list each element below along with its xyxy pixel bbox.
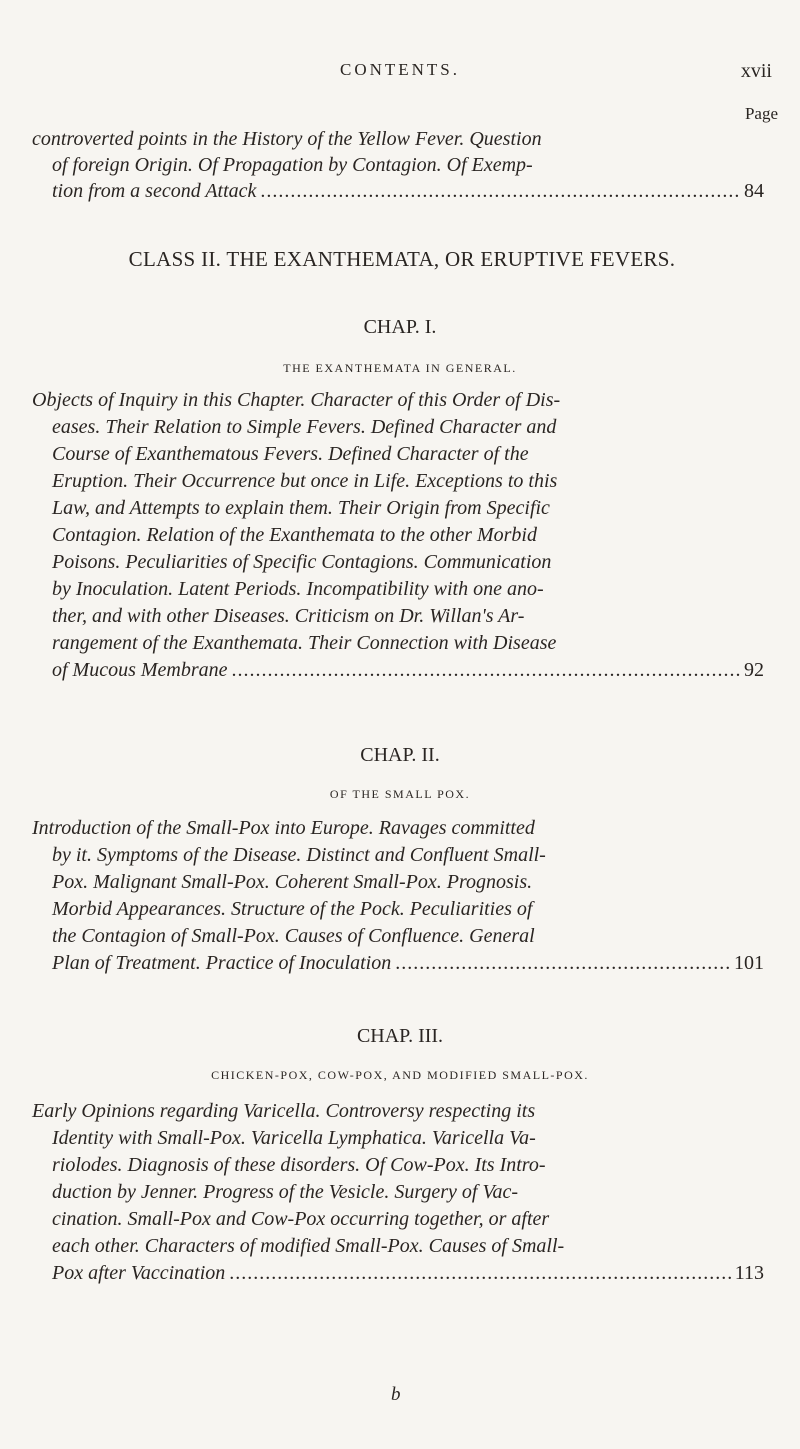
entry-line: of Mucous Membrane xyxy=(52,659,228,681)
entry-line: Poisons. Peculiarities of Specific Contagions. Communication xyxy=(52,551,552,573)
class-heading: CLASS II. THE EXANTHEMATA, OR ERUPTIVE FEVERS. xyxy=(128,247,676,271)
entry-line: riolodes. Diagnosis of these disorders. Of Cow-Pox. Its Intro- xyxy=(52,1154,546,1176)
dot-leader xyxy=(395,950,730,977)
running-title: CONTENTS. xyxy=(339,60,461,79)
entry-line: duction by Jenner. Progress of the Vesicle. Surgery of Vac- xyxy=(52,1181,518,1203)
entry-line: controverted points in the History of the Yellow Fever. Question xyxy=(32,128,542,150)
dot-leader xyxy=(232,657,740,684)
entry-line: ther, and with other Diseases. Criticism on Dr. Willan's Ar- xyxy=(52,605,525,627)
page-reference: 92 xyxy=(744,659,764,681)
entry-line: Pox after Vaccination xyxy=(52,1262,226,1284)
entry-line: of foreign Origin. Of Propagation by Contagion. Of Exemp- xyxy=(52,154,533,176)
entry-line: each other. Characters of modified Small-Pox. Causes of Small- xyxy=(52,1235,565,1257)
page-reference: 113 xyxy=(734,1262,764,1284)
chapter-heading: CHAP. III. xyxy=(356,1025,444,1047)
entry-line: Objects of Inquiry in this Chapter. Character of this Order of Dis- xyxy=(32,389,561,411)
entry-line: Identity with Small-Pox. Varicella Lymphatica. Varicella Va- xyxy=(52,1127,536,1149)
entry-line: Morbid Appearances. Structure of the Pock. Peculiarities of xyxy=(52,898,533,920)
entry-line: Pox. Malignant Small-Pox. Coherent Small-Pox. Prognosis. xyxy=(52,871,533,893)
entry-line: tion from a second Attack xyxy=(52,180,257,202)
entry-line: cination. Small-Pox and Cow-Pox occurring together, or after xyxy=(52,1208,550,1230)
dot-leader xyxy=(260,178,740,204)
toc-entry-chap-1 xyxy=(32,387,764,684)
chapter-subtitle: CHICKEN-POX, COW-POX, AND MODIFIED SMALL-POX. xyxy=(211,1068,589,1082)
entry-line: eases. Their Relation to Simple Fevers. Defined Character and xyxy=(52,416,557,438)
entry-last-line xyxy=(32,1260,764,1287)
dot-leader xyxy=(229,1260,730,1287)
entry-line: by it. Symptoms of the Disease. Distinct and Confluent Small- xyxy=(52,844,546,866)
toc-entry-chap-2 xyxy=(32,815,764,977)
entry-line: Course of Exanthematous Fevers. Defined Character of the xyxy=(52,443,529,465)
entry-last-line xyxy=(32,178,764,204)
entry-line: Introduction of the Small-Pox into Europe. Ravages committed xyxy=(32,817,535,839)
toc-entry-yellow-fever xyxy=(32,126,764,204)
page-reference: 101 xyxy=(734,952,764,974)
page-reference: 84 xyxy=(744,180,764,202)
entry-line: Plan of Treatment. Practice of Inoculation xyxy=(52,952,392,974)
entry-last-line xyxy=(32,657,764,684)
signature-mark: b xyxy=(391,1384,401,1405)
entry-last-line xyxy=(32,950,764,977)
entry-line: Contagion. Relation of the Exanthemata to the other Morbid xyxy=(52,524,537,546)
chapter-subtitle: THE EXANTHEMATA IN GENERAL. xyxy=(283,361,517,375)
page-column-label: Page xyxy=(744,104,778,123)
entry-line: by Inoculation. Latent Periods. Incompatibility with one ano- xyxy=(52,578,544,600)
page-number: xvii xyxy=(740,60,772,82)
chapter-heading: CHAP. II. xyxy=(360,744,440,766)
entry-line: Law, and Attempts to explain them. Their Origin from Specific xyxy=(52,497,550,519)
chapter-heading: CHAP. I. xyxy=(363,316,437,338)
toc-entry-chap-3 xyxy=(32,1098,764,1287)
entry-line: Eruption. Their Occurrence but once in Life. Exceptions to this xyxy=(52,470,558,492)
entry-line: the Contagion of Small-Pox. Causes of Confluence. General xyxy=(52,925,535,947)
entry-line: rangement of the Exanthemata. Their Connection with Disease xyxy=(52,632,557,654)
running-head xyxy=(0,60,800,84)
entry-line: Early Opinions regarding Varicella. Controversy respecting its xyxy=(32,1100,536,1122)
chapter-subtitle: OF THE SMALL POX. xyxy=(329,787,471,801)
